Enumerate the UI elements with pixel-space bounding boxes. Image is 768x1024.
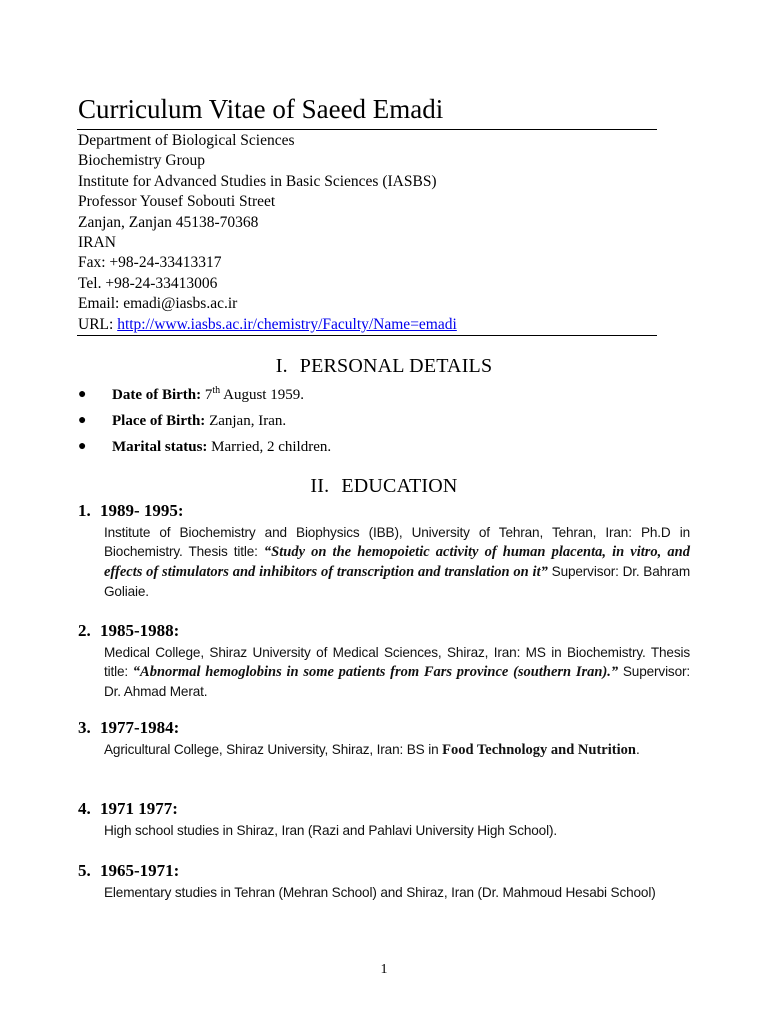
education-years <box>78 799 690 819</box>
thesis-title: “Study on the hemopoietic activity of human placenta, in vitro, and effects of stimulators and inhibitors of transcription and translation on it” <box>104 544 690 580</box>
street-line: Professor Yousef Sobouti Street <box>78 193 276 211</box>
bullet-icon: ● <box>78 439 87 454</box>
section-heading-personal-details <box>0 354 768 378</box>
education-description <box>104 883 690 902</box>
bullet-icon: ● <box>78 387 87 402</box>
ordinal-suffix: th <box>212 385 221 396</box>
thesis-title: “Abnormal hemoglobins in some patients from Fars province (southern Iran).” <box>132 664 619 680</box>
education-item-2 <box>78 621 690 701</box>
education-description <box>104 821 690 840</box>
url-line <box>78 315 457 335</box>
item-number: 3. <box>78 718 91 737</box>
country-line: IRAN <box>78 234 116 252</box>
detail-label: Date of Birth: <box>112 387 202 403</box>
section-number: II. <box>310 475 330 497</box>
description-text: Medical College, Shiraz University of Medical Sciences, Shiraz, Iran: MS in Biochemistry. Thesis title: <box>104 645 690 679</box>
supervisor-text: Supervisor: Dr. Ahmad Merat. <box>104 664 690 699</box>
years-label: 1985-1988: <box>100 621 180 640</box>
section-number: I. <box>275 355 288 377</box>
city-line: Zanjan, Zanjan 45138-70368 <box>78 213 259 231</box>
education-item-3 <box>78 718 690 760</box>
detail-label: Marital status: <box>112 439 208 455</box>
detail-label: Place of Birth: <box>112 413 206 429</box>
department-line: Department of Biological Sciences <box>78 132 295 149</box>
education-description <box>104 643 690 701</box>
fax-line: Fax: +98-24-33413317 <box>78 254 222 272</box>
title-divider <box>77 129 657 130</box>
contact-header <box>78 131 457 335</box>
description-text: Institute of Biochemistry and Biophysics (IBB), University of Tehran, Tehran, Iran: Ph.D in Biochemistry. Thesis title: <box>104 525 690 559</box>
years-label: 1971 1977: <box>100 799 178 818</box>
description-text: High school studies in Shiraz, Iran (Razi and Pahlavi University High School). <box>104 823 557 838</box>
tel-line: Tel. +98-24-33413006 <box>78 274 218 292</box>
education-description <box>104 740 690 760</box>
page-number: 1 <box>380 962 388 977</box>
education-description <box>104 523 690 601</box>
item-number: 4. <box>78 799 91 818</box>
years-label: 1965-1971: <box>100 861 180 880</box>
years-label: 1977-1984: <box>100 718 180 737</box>
education-years <box>78 861 690 881</box>
section-title: EDUCATION <box>341 475 458 497</box>
detail-value: Married, 2 children. <box>207 439 332 455</box>
item-number: 1. <box>78 501 91 520</box>
education-item-1 <box>78 501 690 601</box>
group-line: Biochemistry Group <box>78 152 205 170</box>
page-title: Curriculum Vitae of Saeed Emadi <box>78 94 444 124</box>
years-label: 1989- 1995: <box>100 501 184 520</box>
detail-value: 7 <box>201 387 213 403</box>
degree-field: Food Technology and Nutrition <box>442 742 636 758</box>
education-years <box>78 501 690 521</box>
institute-line: Institute for Advanced Studies in Basic Sciences (IASBS) <box>78 172 437 190</box>
url-label: URL: <box>78 315 118 333</box>
item-number: 2. <box>78 621 91 640</box>
description-text: Agricultural College, Shiraz University, Shiraz, Iran: BS in <box>104 742 443 757</box>
education-item-4 <box>78 799 690 840</box>
supervisor-text: Supervisor: Dr. Bahram Goliaie. <box>104 564 690 599</box>
header-divider <box>77 335 657 336</box>
detail-value-rest: August 1959. <box>220 387 304 403</box>
email-line: Email: emadi@iasbs.ac.ir <box>78 295 238 313</box>
section-heading-education <box>0 474 768 498</box>
education-years <box>78 621 690 641</box>
description-text: Elementary studies in Tehran (Mehran School) and Shiraz, Iran (Dr. Mahmoud Hesabi School) <box>104 885 656 900</box>
bullet-icon: ● <box>78 413 87 428</box>
section-title: PERSONAL DETAILS <box>299 355 493 377</box>
item-number: 5. <box>78 861 91 880</box>
detail-value: Zanjan, Iran. <box>205 413 287 429</box>
faculty-url-link[interactable]: http://www.iasbs.ac.ir/chemistry/Faculty/Name=emadi <box>117 315 457 333</box>
description-end: . <box>635 742 640 757</box>
education-item-5 <box>78 861 690 902</box>
education-years <box>78 718 690 738</box>
